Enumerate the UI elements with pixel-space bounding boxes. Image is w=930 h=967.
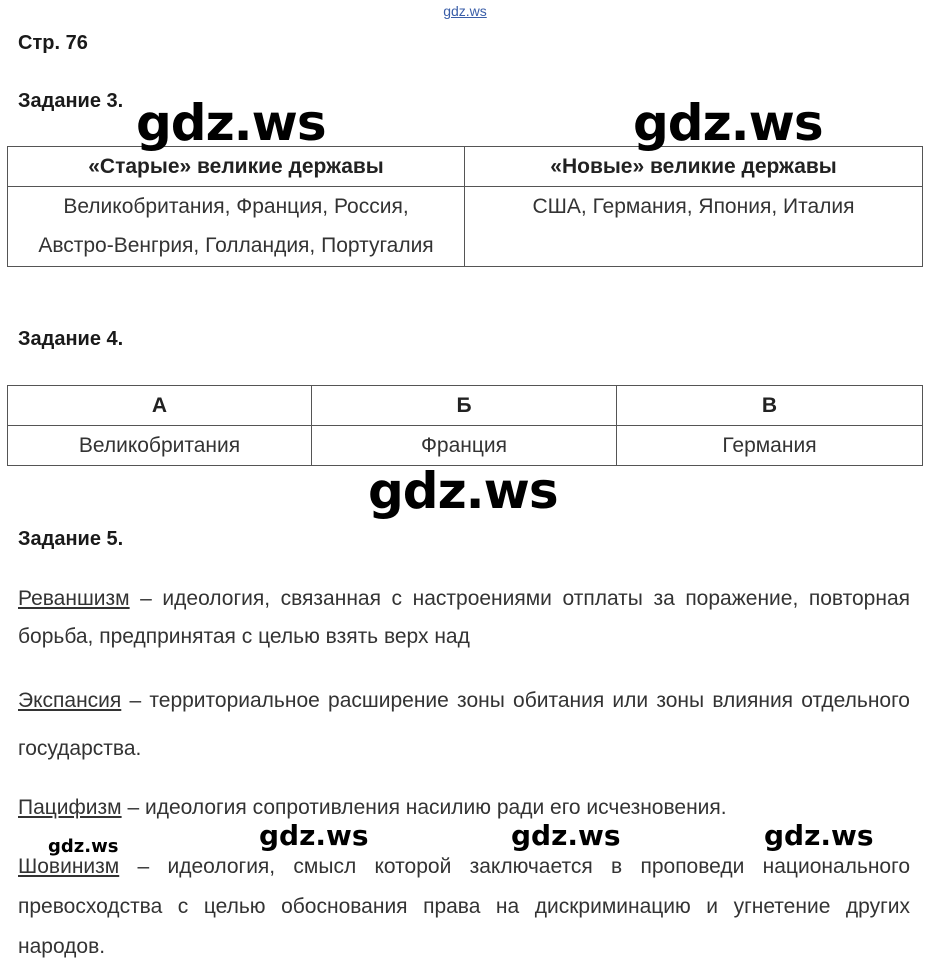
watermark-top-link[interactable]: gdz.ws: [443, 3, 487, 19]
task4-value-b: Франция: [312, 426, 617, 466]
watermark-mid: gdz.ws: [511, 819, 621, 852]
definition-revanchism: [18, 580, 910, 656]
definition-revanchism-text: – идеология, связанная с настроениями отплаты за поражение, повторная борьба, предпринятая с целью взять верх над: [18, 587, 910, 648]
watermark-logo: gdz.ws: [633, 94, 823, 152]
task4-header-a: А: [8, 386, 312, 426]
task3-new-powers: США, Германия, Япония, Италия: [465, 187, 923, 267]
term-expansion: Экспансия: [18, 689, 122, 712]
task4-value-a: Великобритания: [8, 426, 312, 466]
watermark-small: gdz.ws: [48, 836, 119, 857]
definition-chauvinism: [18, 847, 910, 967]
term-chauvinism: Шовинизм: [18, 855, 120, 878]
definition-pacifism-text: – идеология сопротивления насилию ради его исчезновения.: [121, 796, 727, 819]
task5-heading: Задание 5.: [18, 528, 124, 550]
task4-table: [7, 385, 923, 466]
task3-heading: Задание 3.: [18, 90, 124, 112]
task3-header-old: «Старые» великие державы: [8, 147, 465, 187]
task3-table: [7, 146, 923, 267]
task3-old-powers: [8, 187, 465, 267]
task3-old-line-1: Великобритания, Франция, Россия,: [63, 195, 409, 218]
definition-expansion: [18, 677, 910, 773]
task4-header-b: Б: [312, 386, 617, 426]
task3-header-new: «Новые» великие державы: [465, 147, 923, 187]
task4-header-v: В: [617, 386, 923, 426]
term-revanchism: Реваншизм: [18, 587, 130, 610]
watermark-mid: gdz.ws: [259, 819, 369, 852]
definition-chauvinism-text: – идеология, смысл которой заключается в проповеди национального превосходства с целью обоснования права на дискриминацию и угнетение других народов.: [18, 855, 910, 958]
page-number: Стр. 76: [18, 32, 88, 54]
term-pacifism: Пацифизм: [18, 796, 122, 819]
task4-heading: Задание 4.: [18, 328, 124, 350]
task3-old-line-2: Австро-Венгрия, Голландия, Португалия: [38, 234, 434, 257]
watermark-logo: gdz.ws: [368, 462, 558, 520]
watermark-logo: gdz.ws: [136, 94, 326, 152]
definition-expansion-text: – территориальное расширение зоны обитания или зоны влияния отдельного государства.: [18, 689, 910, 760]
watermark-mid: gdz.ws: [764, 819, 874, 852]
task4-value-v: Германия: [617, 426, 923, 466]
